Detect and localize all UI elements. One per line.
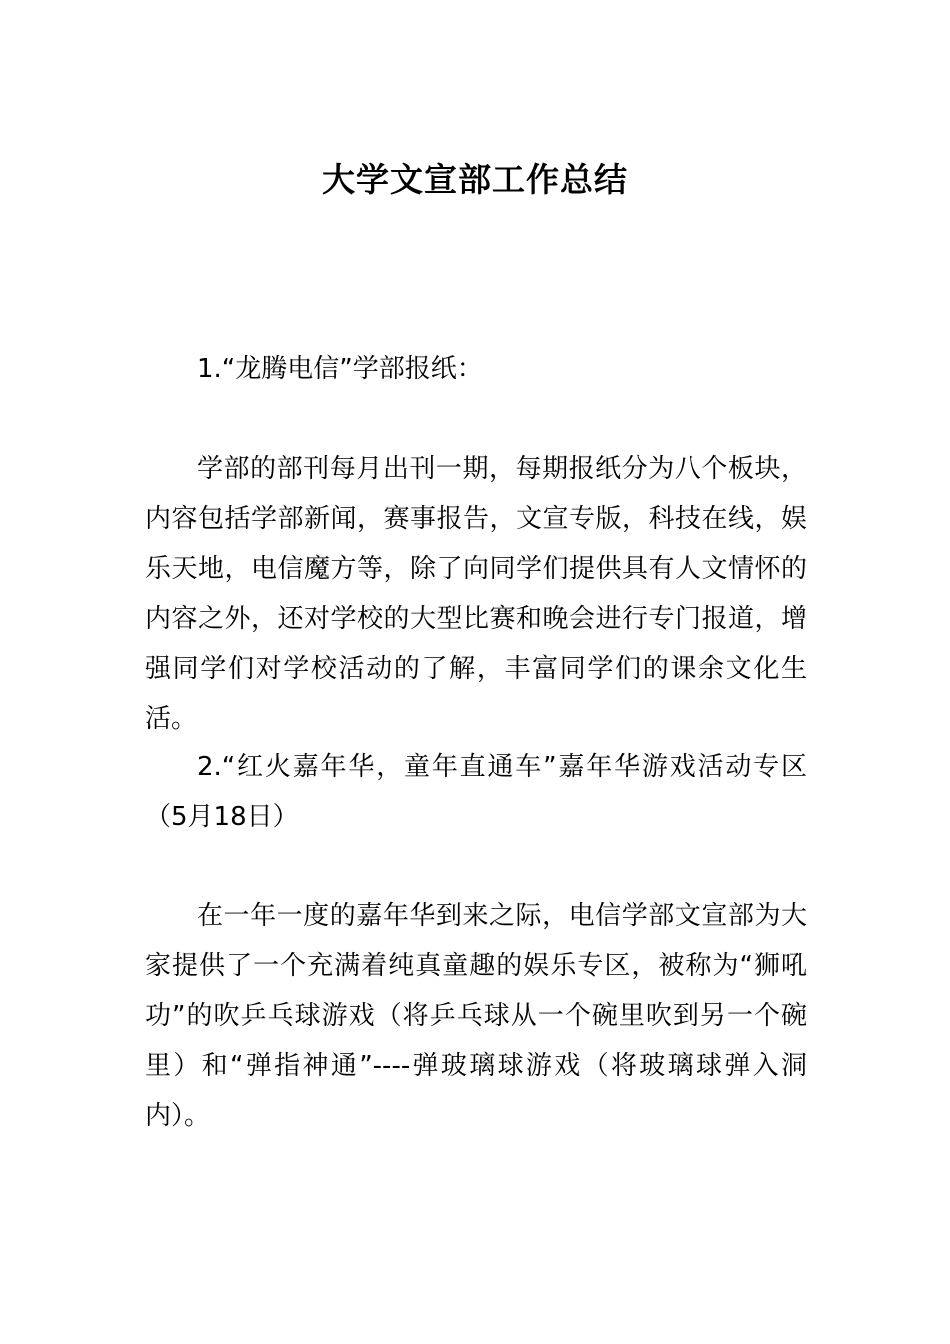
body-paragraph-newspaper: 学部的部刊每月出刊一期，每期报纸分为八个板块，内容包括学部新闻，赛事报告，文宣专版，科技在线，娱乐天地，电信魔方等，除了向同学们提供具有人文情怀的内容之外，还对学校的大型比赛和晚会进行专门报道，增强同学们对学校活动的了解，丰富同学们的课余文化生活。 <box>145 454 807 734</box>
section-heading-carnival: 2.“红火嘉年华，童年直通车”嘉年华游戏活动专区（5月18日） <box>145 752 807 832</box>
section-heading-newspaper: 1.“龙腾电信”学部报纸： <box>197 354 483 384</box>
body-paragraph-carnival: 在一年一度的嘉年华到来之际，电信学部文宣部为大家提供了一个充满着纯真童趣的娱乐专区，被称为“狮吼功”的吹乒乓球游戏（将乒乓球从一个碗里吹到另一个碗里）和“弹指神通”----弹玻璃球游戏（将玻璃球弹入洞内）。 <box>145 901 807 1131</box>
document-title: 大学文宣部工作总结 <box>322 160 628 199</box>
